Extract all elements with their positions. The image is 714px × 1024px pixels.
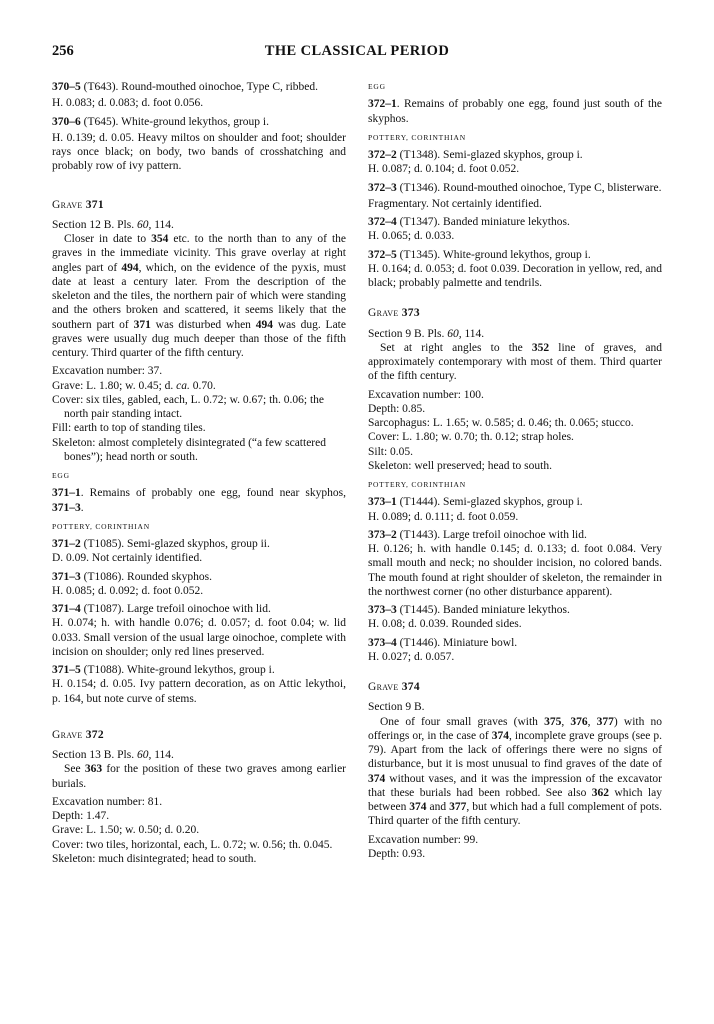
entry-371-5: 371–5 (T1088). White-ground lekythos, group i.	[52, 664, 275, 676]
section-line: Section 9 B.	[368, 701, 425, 714]
section-heading-egg: EGG	[368, 82, 386, 91]
depth: Depth: 0.85.	[368, 402, 426, 415]
grave-371-description: Closer in date to 354 etc. to the north than to any of the graves in the immediate vicinity. This grave overlay at right angles part of 494, which, on the evidence of the pyxis, must date at least a century later. From the description of the skeleton and the tiles, the northern pair of which were standing and the others broken and scattered, it seems likely that the southern part of 371 was disturbed when 494 was dug. Late graves were usually dug much deeper than those of the fifth century. Third quarter of the fifth century.	[52, 233, 346, 359]
grave-heading-371: Grave 371	[52, 198, 104, 211]
entry-id: 370–6	[52, 115, 81, 128]
running-header	[52, 43, 662, 63]
grave-373-description: Set at right angles to the 352 line of graves, and approximately contemporary with most of them. Third quarter of the fifth century.	[368, 341, 662, 383]
skeleton-description: Skeleton: almost completely disintegrated (“a few scattered bones”); head north or south.	[52, 436, 326, 463]
entry-370-6: 370–6 (T645). White-ground lekythos, group i.	[52, 115, 269, 128]
cover-description: Cover: six tiles, gabled, each, L. 0.72; w. 0.67; th. 0.06; the north pair standing intact.	[52, 393, 325, 420]
skeleton-description: Skeleton: much disintegrated; head to south.	[52, 852, 257, 865]
entry-370-6-desc: H. 0.139; d. 0.05. Heavy miltos on shoulder and foot; shoulder rays once black; on body, two bands of crosshatching and probably row of ivy pattern.	[52, 131, 346, 173]
entry-373-4: 373–4 (T1446). Miniature bowl.	[368, 636, 518, 649]
section-line: Section 12 B. Pls. 60, 114.	[52, 218, 174, 231]
entry-371-2: 371–2 (T1085). Semi-glazed skyphos, group ii.	[52, 538, 270, 550]
grave-heading-373: Grave 373	[368, 307, 420, 320]
entry-371-3-dims: H. 0.085; d. 0.092; d. foot 0.052.	[52, 584, 204, 597]
fill-description: Fill: earth to top of standing tiles.	[52, 422, 206, 435]
excavation-number: Excavation number: 37.	[52, 365, 163, 378]
entry-370-5: 370–5 (T643). Round-mouthed oinochoe, Type C, ribbed.	[52, 81, 318, 93]
left-column	[52, 80, 346, 866]
cover-description: Cover: two tiles, horizontal, each, L. 0.72; w. 0.56; th. 0.045.	[52, 838, 333, 851]
entry-371-4: 371–4 (T1087). Large trefoil oinochoe with lid.	[52, 603, 271, 615]
section-line: Section 9 B. Pls. 60, 114.	[368, 327, 485, 340]
section-heading-pottery: POTTERY, CORINTHIAN	[52, 521, 150, 531]
grave-372-description: See 363 for the position of these two graves among earlier burials.	[52, 763, 346, 790]
entry-372-2: 372–2 (T1348). Semi-glazed skyphos, group i.	[368, 149, 583, 161]
depth: Depth: 0.93.	[368, 847, 426, 860]
entry-371-4-desc: H. 0.074; h. with handle 0.076; d. 0.057; d. foot 0.04; w. lid 0.033. Small version of the usual large oinochoe, complete with incision on shoulder; only red lines preserved.	[52, 617, 346, 658]
entry-371-2-dims: D. 0.09. Not certainly identified.	[52, 552, 203, 565]
entry-373-1: 373–1 (T1444). Semi-glazed skyphos, group i.	[368, 496, 583, 509]
grave-374-description: One of four small graves (with 375, 376, 377) with no offerings or, in the case of 374, incomplete grave groups (see p. 79). Apart from the lack of offerings there were no signs of disturbance, but it is most unusual to find graves of the date of 374 without vases, and it was the impression of the excavator that these burials had been robbed. See also 362 which lay between 374 and 377, but which had a full complement of pots. Third quarter of the fifth century.	[368, 715, 663, 828]
entry-372-3: 372–3 (T1346). Round-mouthed oinochoe, Type C, blisterware.	[368, 181, 662, 194]
entry-373-2: 373–2 (T1443). Large trefoil oinochoe with lid.	[368, 528, 587, 541]
section-heading-pottery: POTTERY, CORINTHIAN	[368, 132, 466, 142]
entry-371-3: 371–3 (T1086). Rounded skyphos.	[52, 570, 213, 583]
grave-dimensions: Grave: L. 1.50; w. 0.50; d. 0.20.	[52, 824, 200, 837]
entry-373-3-dims: H. 0.08; d. 0.039. Rounded sides.	[368, 618, 522, 631]
entry-371-1: 371–1. Remains of probably one egg, found near skyphos, 371–3.	[52, 487, 346, 514]
page-number: 256	[52, 43, 74, 59]
entry-372-4-dims: H. 0.065; d. 0.033.	[368, 230, 455, 243]
entry-370-5-dims: H. 0.083; d. 0.083; d. foot 0.056.	[52, 97, 204, 110]
silt-description: Silt: 0.05.	[368, 445, 414, 458]
entry-372-4: 372–4 (T1347). Banded miniature lekythos.	[368, 216, 570, 228]
entry-id: 370–5	[52, 81, 81, 93]
entry-373-2-desc: H. 0.126; h. with handle 0.145; d. 0.133; d. foot 0.084. Very small mouth and neck; no shoulder incision, no colored bands. The mouth found at right shoulder of skeleton, the remainder in the northwest corner (no other disturbance apparent).	[368, 543, 662, 598]
right-column	[368, 80, 662, 861]
entry-373-1-dims: H. 0.089; d. 0.111; d. foot 0.059.	[368, 510, 519, 523]
cover-description: Cover: L. 1.80; w. 0.70; th. 0.12; strap holes.	[368, 431, 574, 444]
entry-372-5: 372–5 (T1345). White-ground lekythos, group i.	[368, 248, 591, 261]
entry-372-1: 372–1. Remains of probably one egg, found just south of the skyphos.	[368, 98, 662, 125]
section-heading-egg: EGG	[52, 471, 70, 480]
entry-372-3-desc: Fragmentary. Not certainly identified.	[368, 197, 542, 210]
grave-dimensions: Grave: L. 1.80; w. 0.45; d. ca. 0.70.	[52, 379, 216, 392]
running-title: THE CLASSICAL PERIOD	[264, 43, 450, 59]
section-line: Section 13 B. Pls. 60, 114.	[52, 749, 174, 761]
grave-heading-372: Grave 372	[52, 728, 104, 741]
entry-371-5-desc: H. 0.154; d. 0.05. Ivy pattern decoration, as on Attic lekythoi, p. 164, but note curve of stems.	[52, 678, 346, 705]
excavation-number: Excavation number: 99.	[368, 833, 479, 846]
section-heading-pottery: POTTERY, CORINTHIAN	[368, 480, 466, 489]
depth: Depth: 1.47.	[52, 810, 110, 822]
entry-373-4-dims: H. 0.027; d. 0.057.	[368, 650, 455, 663]
entry-372-2-dims: H. 0.087; d. 0.104; d. foot 0.052.	[368, 163, 520, 176]
excavation-number: Excavation number: 81.	[52, 795, 163, 808]
sarcophagus-description: Sarcophagus: L. 1.65; w. 0.585; d. 0.46; th. 0.065; stucco.	[368, 417, 634, 429]
entry-373-3: 373–3 (T1445). Banded miniature lekythos.	[368, 604, 570, 616]
grave-heading-374: Grave 374	[368, 681, 420, 693]
entry-372-5-desc: H. 0.164; d. 0.053; d. foot 0.039. Decoration in yellow, red, and black; probably palmette and tendrils.	[368, 262, 662, 289]
excavation-number: Excavation number: 100.	[368, 388, 484, 401]
skeleton-description: Skeleton: well preserved; head to south.	[368, 459, 552, 472]
